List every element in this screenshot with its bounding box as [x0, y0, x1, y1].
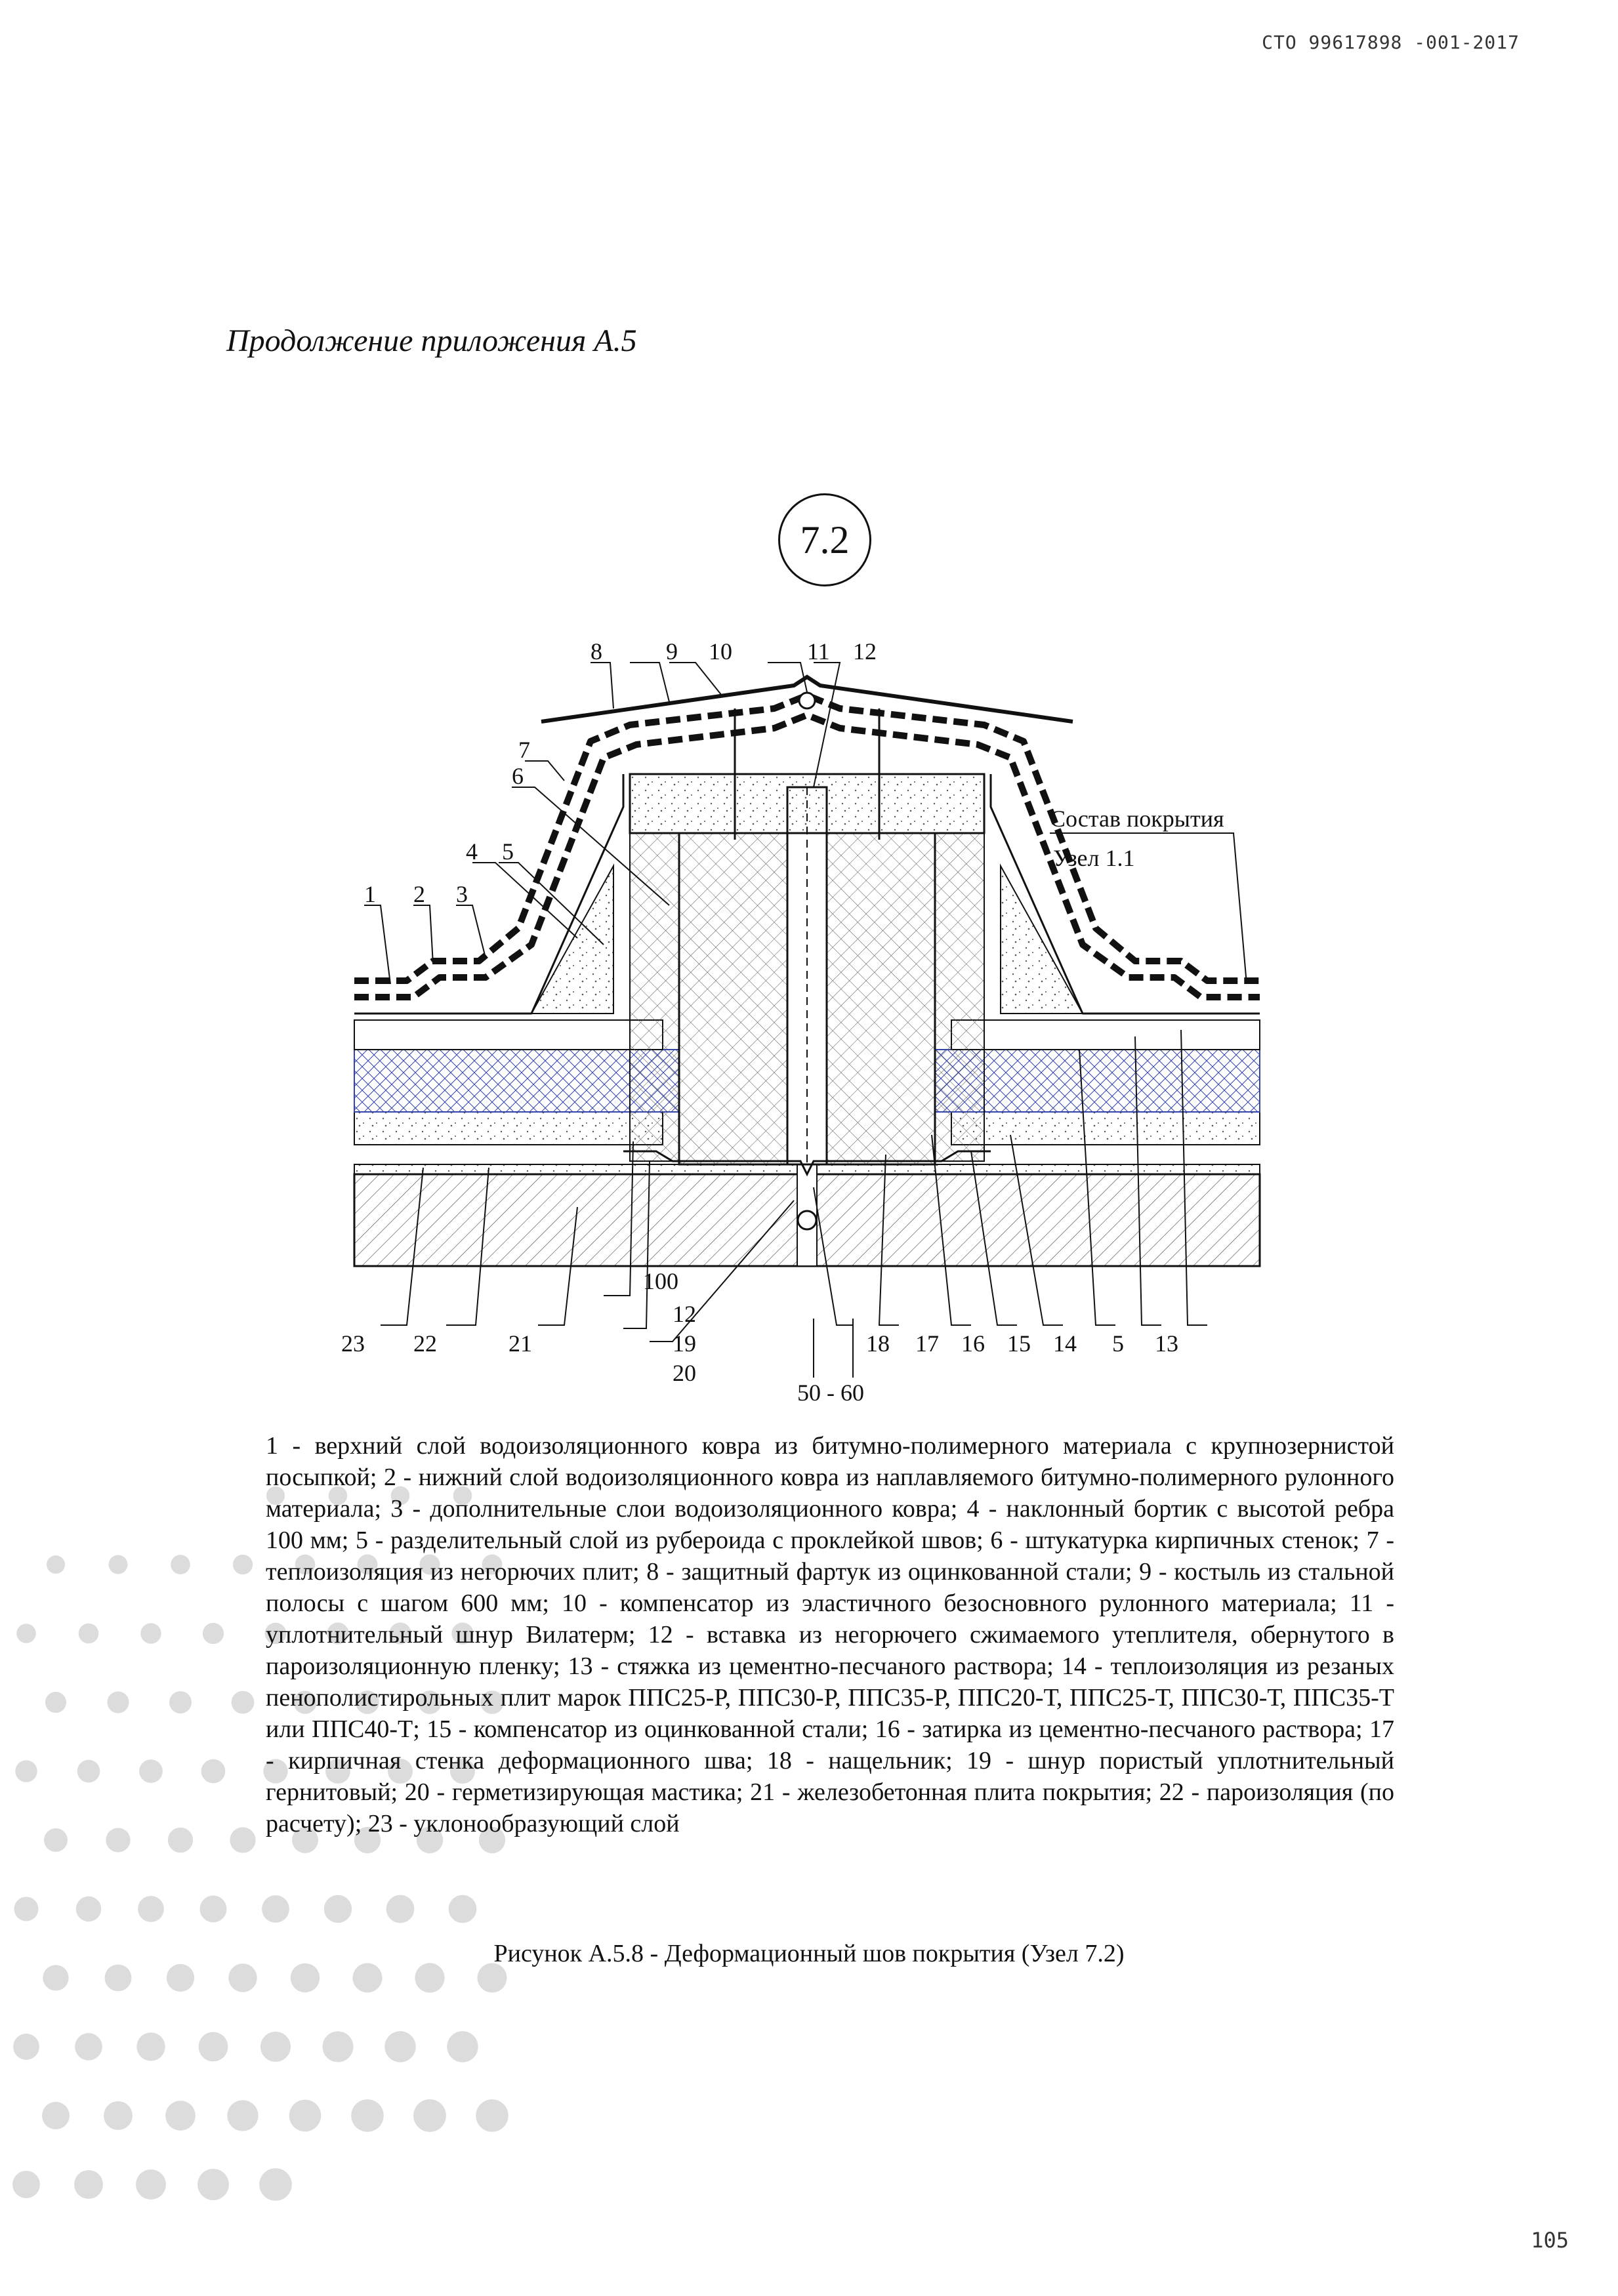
label-10: 10	[709, 638, 732, 665]
node-number-circle	[778, 493, 871, 586]
figure-caption: Рисунок А.5.8 - Деформационный шов покрытия (Узел 7.2)	[493, 1940, 1125, 1967]
decor-dot	[75, 2033, 102, 2060]
label-23: 23	[341, 1330, 365, 1357]
label-13: 13	[1155, 1330, 1178, 1357]
decor-dot	[227, 2100, 258, 2131]
left-plaster	[630, 833, 679, 1161]
decor-dot	[262, 1895, 289, 1923]
decor-dot	[15, 1760, 37, 1782]
decor-dot	[351, 2099, 384, 2132]
right-brick-wall	[827, 833, 935, 1164]
label-3: 3	[456, 881, 468, 907]
label-2: 2	[413, 881, 425, 907]
label-1: 1	[364, 881, 376, 907]
decor-dot	[14, 1897, 39, 1921]
label-9: 9	[666, 638, 678, 665]
decor-dot	[13, 2034, 39, 2060]
decor-dot	[107, 1691, 129, 1713]
right-fillet	[1001, 866, 1083, 1014]
decor-dot	[16, 1624, 36, 1643]
decor-dot	[476, 2099, 508, 2131]
decor-dot	[232, 1691, 255, 1714]
label-17: 17	[915, 1330, 939, 1357]
decor-dot	[201, 1759, 226, 1784]
decor-dot	[76, 1896, 101, 1921]
decor-dot	[106, 1828, 130, 1852]
label-12b: 12	[673, 1301, 696, 1327]
decor-dot	[413, 2099, 446, 2132]
left-screed	[354, 1020, 663, 1050]
left-brick-wall	[679, 833, 787, 1164]
decor-dot	[197, 2169, 229, 2200]
label-22: 22	[413, 1330, 437, 1357]
page-number: 105	[1531, 2228, 1569, 2253]
top-insulation	[630, 774, 984, 833]
decor-dot	[199, 2032, 228, 2062]
decor-dot	[323, 2032, 354, 2062]
label-14: 14	[1053, 1330, 1077, 1357]
label-11: 11	[807, 638, 830, 665]
decor-dot	[324, 1895, 352, 1923]
decor-dot	[43, 1965, 68, 1990]
right-plaster	[935, 833, 984, 1161]
label-composition: Состав покрытия	[1050, 806, 1224, 832]
decor-dot	[167, 1964, 194, 1992]
decor-dot	[105, 1965, 132, 1992]
decor-dot	[200, 1896, 227, 1923]
decor-dot	[384, 2031, 415, 2062]
decor-dot	[47, 1555, 65, 1574]
decor-dot	[203, 1623, 224, 1644]
label-15: 15	[1007, 1330, 1031, 1357]
decor-dot	[260, 2032, 291, 2062]
decor-dot	[449, 1895, 477, 1923]
decor-dot	[140, 1623, 161, 1643]
decor-dot	[77, 1760, 100, 1783]
label-20: 20	[673, 1360, 696, 1386]
label-4: 4	[466, 838, 478, 865]
label-6: 6	[512, 763, 524, 789]
decor-dot	[44, 1828, 68, 1852]
label-100: 100	[643, 1268, 678, 1294]
label-16: 16	[961, 1330, 985, 1357]
label-19: 19	[673, 1330, 696, 1357]
decor-dot	[169, 1691, 192, 1713]
decor-dot	[79, 1624, 99, 1644]
label-dim-gap: 50 - 60	[797, 1380, 864, 1406]
decor-dot	[165, 2101, 196, 2131]
decor-dot	[386, 1895, 415, 1923]
label-5: 5	[502, 838, 514, 865]
decor-dot	[138, 1896, 164, 1922]
decor-dot	[136, 2032, 165, 2060]
legend-text: 1 - верхний слой водоизоляционного ковра из битумно-полимерного материала с крупнозернистой посыпкой; 2 - нижний слой водоизоляционного ковра из наплавляемого битумно-полимерного рулонного материала; 3 - дополнительные слои водоизоляционного ковра; 4 - наклонный бортик с высотой ребра 100 мм; 5 - разделительный слой из рубероида с проклейкой швов; 6 - штукатурка кирпичных стенок; 7 - теплоизоляция из негорючих плит; 8 - защитный фартук из оцинкованной стали; 9 - костыль из стальной полосы с шагом 600 мм; 10 - компенсатор из эластичного безосновного рулонного материала; 11 - уплотнительный шнур Вилатерм; 12 - вставка из негорючего сжимаемого утеплителя, обернутого в пароизоляционную пленку; 13 - стяжка из цементно-песчаного раствора; 14 - теплоизоляция из резаных пенополистирольных плит марок ППС25-Р, ППС30-Р, ППС35-Р, ППС20-Т, ППС25-Т, ППС30-Т, ППС35-Т или ППС40-Т; 15 - компенсатор из оцинкованной стали; 16 - затирка из цементно-песчаного раствора; 17 - кирпичная стенка деформационного шва; 18 - нащельник; 19 - шнур пористый уплотнительный гернитовый; 20 - герметизирующая мастика; 21 - железобетонная плита покрытия; 22 - пароизоляция (по расчету); 23 - уклонообразующий слой	[266, 1432, 1394, 1837]
label-node-1-1: Узел 1.1	[1053, 845, 1135, 871]
decor-dot	[12, 2171, 40, 2198]
label-18: 18	[866, 1330, 890, 1357]
decor-dot	[139, 1759, 163, 1783]
label-5b: 5	[1112, 1330, 1124, 1357]
decor-dot	[136, 2169, 166, 2200]
decor-dot	[171, 1555, 190, 1574]
decor-dot	[447, 2031, 478, 2062]
decor-dot	[168, 1828, 193, 1853]
label-8: 8	[591, 638, 602, 665]
continuation-title: Продолжение приложения А.5	[226, 323, 637, 358]
decor-dot	[233, 1555, 253, 1574]
decor-dot	[45, 1692, 66, 1713]
decor-dot	[230, 1827, 255, 1853]
decor-dot	[42, 2102, 70, 2129]
right-slope-layer	[951, 1112, 1260, 1145]
section-drawing	[315, 630, 1299, 1417]
decor-dot	[259, 2168, 292, 2201]
decor-dot	[104, 2101, 133, 2130]
decor-dot	[109, 1555, 128, 1574]
sealing-cord	[798, 1211, 816, 1229]
node-number: 7.2	[800, 518, 850, 562]
decor-dot	[289, 2100, 322, 2132]
left-fillet	[531, 866, 613, 1014]
decor-dot	[74, 2170, 103, 2199]
label-21: 21	[508, 1330, 532, 1357]
label-12: 12	[853, 638, 877, 665]
right-screed	[951, 1020, 1260, 1050]
document-code: СТО 99617898 -001-2017	[1262, 31, 1520, 53]
left-slope-layer	[354, 1112, 663, 1145]
vilaterm-cord	[799, 693, 815, 708]
label-7: 7	[518, 737, 530, 763]
